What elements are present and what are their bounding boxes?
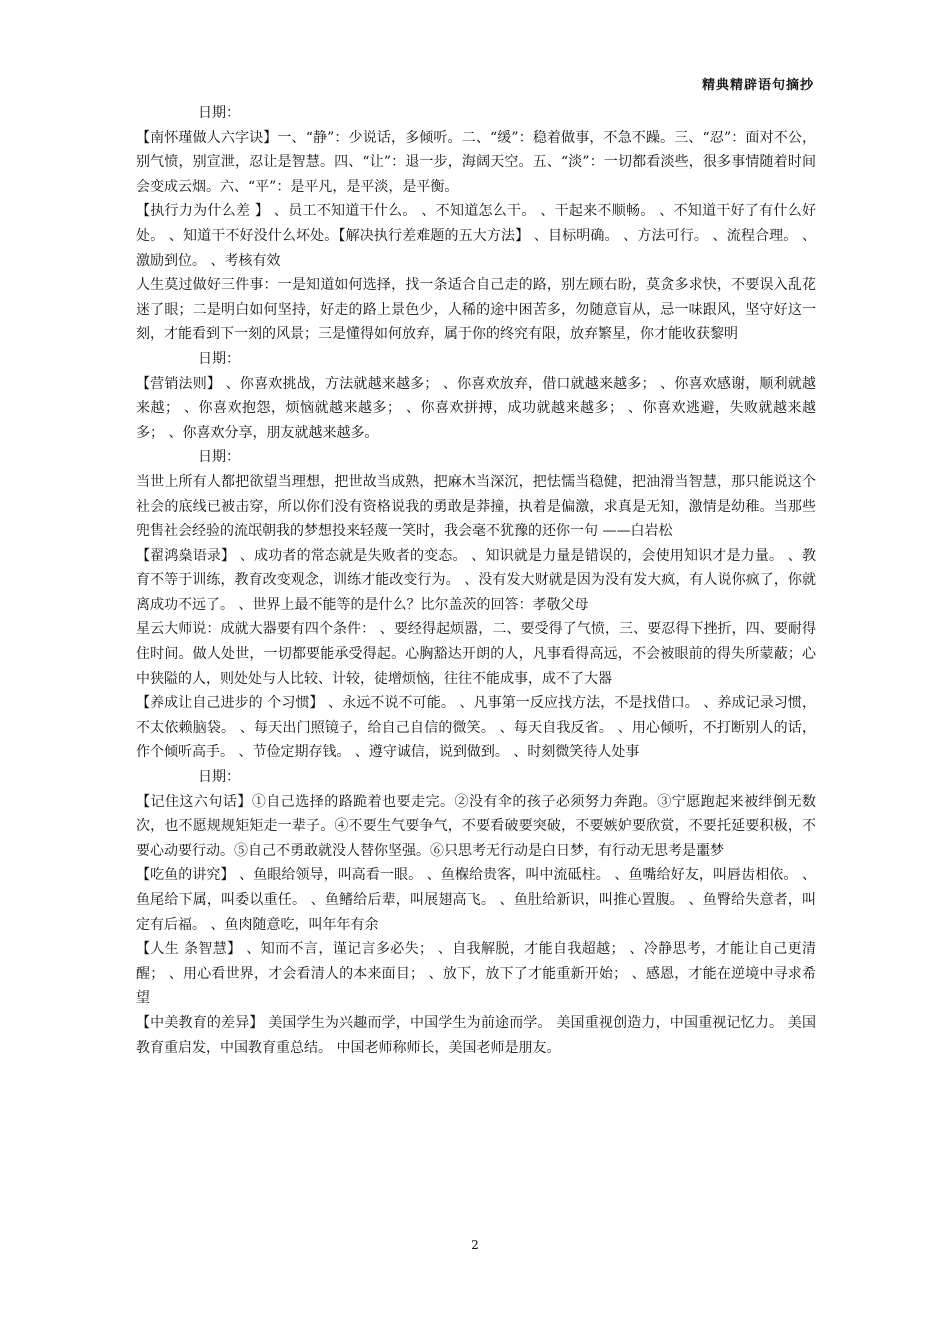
- paragraph-marketing-rules: 【营销法则】 、你喜欢挑战，方法就越来越多； 、你喜欢放弃，借口就越来越多； 、你喜欢感谢，顺利就越来越； 、你喜欢抱怨，烦恼就越来越多； 、你喜欢拼搏，成功就越来越多； 、你喜欢逃避，失败就越来越多； 、你喜欢分享，朋友就越来越多。: [136, 375, 816, 441]
- document-body: [136, 101, 816, 1060]
- paragraph-fish-eating: 【吃鱼的讲究】 、鱼眼给领导，叫高看一眼。 、鱼椺给贵客，叫中流砥柱。 、鱼嘴给好友，叫唇齿相依。 、鱼尾给下属，叫委以重任。 、鱼鳍给后辈，叫展翅高飞。 、鱼肚给新识，叫推心置腹。 、鱼臀给失意者，叫定有后福。 、鱼肉随意吃，叫年年有余: [136, 867, 816, 933]
- paragraph-habits: 【养成让自己进步的 个习惯】 、永远不说不可能。 、凡事第一反应找方法，不是找借口。 、养成记录习惯，不太依赖脑袋。 、每天出门照镜子，给自己自信的微笑。 、每天自我反省。 、用心倾听，不打断别人的话，作个倾听高手。 、节俭定期存钱。 、遵守诚信，说到做到。 、时刻微笑待人处事: [136, 695, 816, 761]
- page-header-title: 精典精辟语句摘抄: [701, 78, 814, 93]
- paragraph-six-sentences: 【记住这六句话】①自己选择的路跪着也要走完。②没有伞的孩子必须努力奔跑。③宁愿跑起来被绊倒无数次，也不愿规规矩矩走一辈子。④不要生气要争气，不要看破要突破，不要嫉妒要欣赏，不要托延要积极，不要心动要行动。⑤自己不勇敢就没人替你坚强。⑥只思考无行动是白日梦，有行动无思考是噩梦: [136, 793, 816, 859]
- date-label: 日期：: [198, 769, 240, 786]
- paragraph-execution: 【执行力为什么差 】 、员工不知道干什么。 、不知道怎么干。 、干起来不顺畅。 、不知道干好了有什么好处。 、知道干不好没什么坏处。【解决执行差难题的五大方法】 、目标明确。 、方法可行。 、流程合理。 、激励到位。 、考核有效: [136, 203, 816, 269]
- date-label: 日期：: [198, 105, 240, 121]
- paragraph-education-difference: 【中美教育的差异】 美国学生为兴趣而学，中国学生为前途而学。 美国重视创造力，中国重视记忆力。 美国教育重启发，中国教育重总结。 中国老师称师长，美国老师是朋友。: [136, 1014, 816, 1056]
- page-number: 2: [471, 1238, 479, 1252]
- paragraph-life-wisdom: 【人生 条智慧】 、知而不言，谨记言多必失； 、自我解脱，才能自我超越； 、冷静思考，才能让自己更清醒； 、用心看世界，才会看清人的本来面目； 、放下，放下了才能重新开始； 、感恩，才能在逆境中寻求希望: [136, 941, 816, 1007]
- paragraph-three-things: 人生莫过做好三件事：一是知道如何选择，找一条适合自己走的路，别左顾右盼，莫贪多求快，不要误入乱花迷了眼；二是明白如何坚持，好走的路上景色少，人稀的途中困苦多，勿随意盲从，忌一味跟风，坚守好这一刻，才能看到下一刻的风景；三是懂得如何放弃，属于你的终究有限，放弃繁星，你才能收获黎明: [136, 277, 816, 343]
- paragraph-xingyun: 星云大师说：成就大器要有四个条件： 、要经得起烦嚣，二、要受得了气愤，三、要忍得下挫折，四、要耐得住时间。做人处世，一切都要能承受得起。心胸豁达开朗的人，凡事看得高远，不会被眼前的得失所蒙蔽；心中狭隘的人，则处处与人比较、计较，徒增烦恼，往往不能成事，成不了大器: [136, 621, 816, 687]
- paragraph-bai-yansong: 当世上所有人都把欲望当理想，把世故当成熟，把麻木当深沉，把怯懦当稳健，把油滑当智慧，那只能说这个社会的底线已被击穿，所以你们没有资格说我的勇敢是莽撞，执着是偏激，求真是无知，激情是幼稚。当那些兜售社会经验的流氓朝我的梦想投来轻蔑一笑时，我会毫不犹豫的还你一句 ——白岩松: [136, 473, 816, 540]
- date-label: 日期：: [198, 449, 240, 466]
- paragraph-nan-huaijin: 【南怀瑾做人六字诀】一、“静”：少说话，多倾听。二、“缓”：稳着做事，不急不躁。三、“忍”：面对不公，别气愤，别宣泄，忍让是智慧。四、“让”：退一步，海阔天空。五、“淡”：一切都看淡些，很多事情随着时间会变成云烟。六、“平”：是平凡，是平淡，是平衡。: [136, 129, 816, 195]
- paragraph-zhai-hongshen: 【翟鸿燊语录】 、成功者的常态就是失败者的变态。 、知识就是力量是错误的，会使用知识才是力量。 、教育不等于训练，教育改变观念，训练才能改变行为。 、没有发大财就是因为没有发大疯，有人说你疯了，你就离成功不远了。 、世界上最不能等的是什么？比尔盖茨的回答：孝敬父母: [136, 547, 816, 613]
- date-label: 日期：: [198, 350, 240, 367]
